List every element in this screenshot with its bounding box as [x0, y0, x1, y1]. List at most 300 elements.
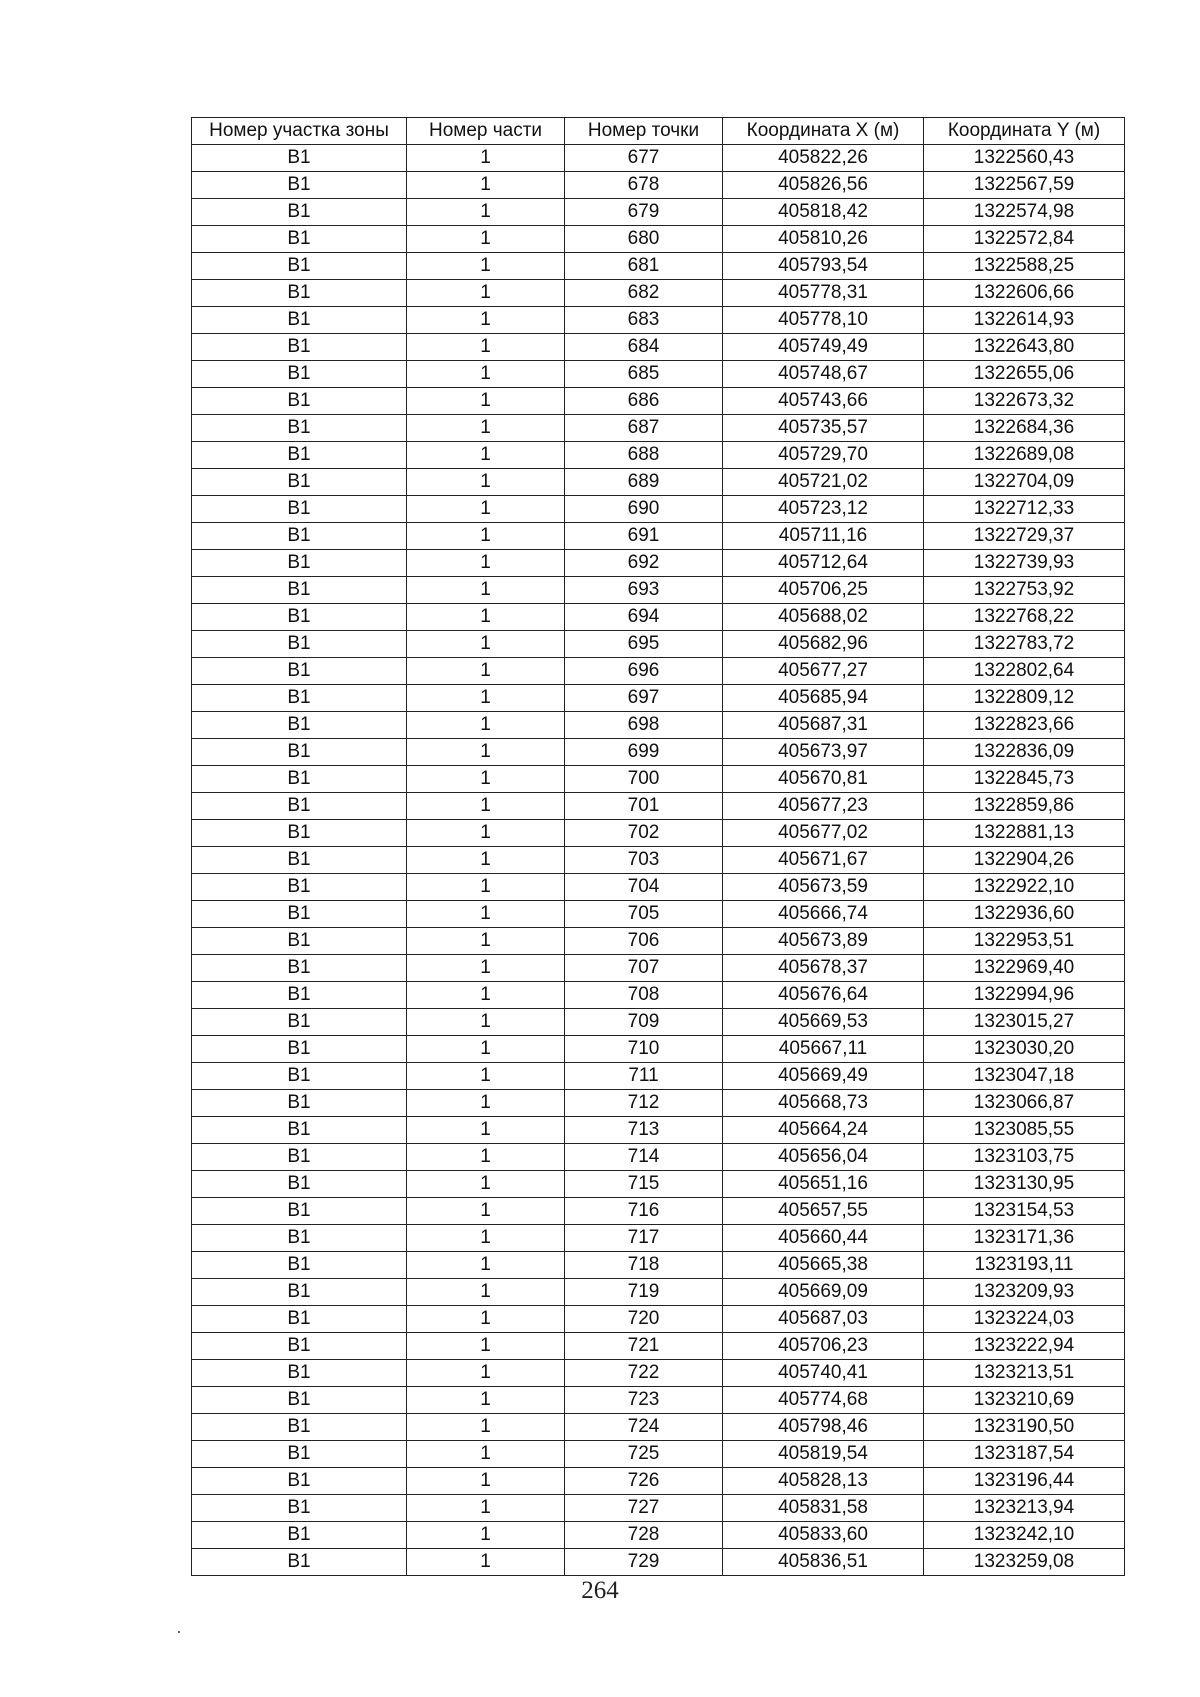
cell-coordinate-x: 405678,37 [723, 955, 924, 982]
cell-coordinate-y: 1322823,66 [924, 712, 1125, 739]
cell-coordinate-y: 1322845,73 [924, 766, 1125, 793]
cell-point-number: 697 [565, 685, 723, 712]
table-row [192, 1198, 1125, 1225]
table-row [192, 739, 1125, 766]
cell-point-number: 722 [565, 1360, 723, 1387]
cell-coordinate-y: 1323224,03 [924, 1306, 1125, 1333]
cell-point-number: 686 [565, 388, 723, 415]
cell-zone-section: В1 [192, 658, 407, 685]
cell-coordinate-y: 1323190,50 [924, 1414, 1125, 1441]
cell-coordinate-y: 1322704,09 [924, 469, 1125, 496]
cell-part-number: 1 [407, 172, 565, 199]
cell-coordinate-x: 405682,96 [723, 631, 924, 658]
table-row [192, 361, 1125, 388]
cell-zone-section: В1 [192, 1387, 407, 1414]
table-row [192, 1522, 1125, 1549]
header-point-number: Номер точки [565, 118, 723, 145]
cell-point-number: 684 [565, 334, 723, 361]
cell-zone-section: В1 [192, 955, 407, 982]
table-row [192, 1360, 1125, 1387]
cell-zone-section: В1 [192, 1360, 407, 1387]
cell-point-number: 721 [565, 1333, 723, 1360]
cell-part-number: 1 [407, 766, 565, 793]
cell-part-number: 1 [407, 253, 565, 280]
cell-coordinate-x: 405687,03 [723, 1306, 924, 1333]
cell-point-number: 724 [565, 1414, 723, 1441]
cell-part-number: 1 [407, 1387, 565, 1414]
cell-zone-section: В1 [192, 523, 407, 550]
cell-point-number: 712 [565, 1090, 723, 1117]
cell-zone-section: В1 [192, 1333, 407, 1360]
cell-coordinate-x: 405677,27 [723, 658, 924, 685]
cell-part-number: 1 [407, 469, 565, 496]
cell-zone-section: В1 [192, 577, 407, 604]
cell-point-number: 708 [565, 982, 723, 1009]
cell-coordinate-y: 1322836,09 [924, 739, 1125, 766]
cell-point-number: 690 [565, 496, 723, 523]
cell-point-number: 720 [565, 1306, 723, 1333]
cell-coordinate-x: 405826,56 [723, 172, 924, 199]
table-row [192, 253, 1125, 280]
cell-point-number: 691 [565, 523, 723, 550]
cell-coordinate-y: 1323085,55 [924, 1117, 1125, 1144]
cell-zone-section: В1 [192, 1522, 407, 1549]
cell-part-number: 1 [407, 685, 565, 712]
cell-zone-section: В1 [192, 226, 407, 253]
cell-point-number: 689 [565, 469, 723, 496]
cell-coordinate-x: 405664,24 [723, 1117, 924, 1144]
cell-coordinate-x: 405651,16 [723, 1171, 924, 1198]
cell-coordinate-x: 405793,54 [723, 253, 924, 280]
cell-coordinate-x: 405676,64 [723, 982, 924, 1009]
cell-part-number: 1 [407, 793, 565, 820]
cell-zone-section: В1 [192, 1252, 407, 1279]
cell-coordinate-x: 405828,13 [723, 1468, 924, 1495]
cell-point-number: 694 [565, 604, 723, 631]
cell-part-number: 1 [407, 523, 565, 550]
cell-coordinate-y: 1323259,08 [924, 1549, 1125, 1576]
cell-coordinate-x: 405743,66 [723, 388, 924, 415]
cell-zone-section: В1 [192, 280, 407, 307]
header-part-number: Номер части [407, 118, 565, 145]
table-row [192, 631, 1125, 658]
cell-part-number: 1 [407, 199, 565, 226]
table-row [192, 901, 1125, 928]
cell-part-number: 1 [407, 739, 565, 766]
cell-part-number: 1 [407, 1171, 565, 1198]
cell-point-number: 679 [565, 199, 723, 226]
cell-part-number: 1 [407, 577, 565, 604]
cell-part-number: 1 [407, 847, 565, 874]
cell-zone-section: В1 [192, 1090, 407, 1117]
table-row [192, 415, 1125, 442]
table-row [192, 1495, 1125, 1522]
cell-part-number: 1 [407, 361, 565, 388]
cell-coordinate-x: 405735,57 [723, 415, 924, 442]
table-row [192, 1441, 1125, 1468]
cell-part-number: 1 [407, 1090, 565, 1117]
coordinates-table [191, 117, 1125, 1576]
cell-coordinate-x: 405723,12 [723, 496, 924, 523]
cell-coordinate-x: 405778,31 [723, 280, 924, 307]
cell-zone-section: В1 [192, 793, 407, 820]
cell-coordinate-x: 405673,59 [723, 874, 924, 901]
cell-zone-section: В1 [192, 1468, 407, 1495]
cell-part-number: 1 [407, 1468, 565, 1495]
cell-coordinate-y: 1322574,98 [924, 199, 1125, 226]
cell-zone-section: В1 [192, 253, 407, 280]
cell-zone-section: В1 [192, 1414, 407, 1441]
cell-coordinate-y: 1322936,60 [924, 901, 1125, 928]
table-row [192, 1414, 1125, 1441]
scan-speck [178, 1631, 180, 1633]
cell-coordinate-y: 1322753,92 [924, 577, 1125, 604]
cell-point-number: 706 [565, 928, 723, 955]
cell-point-number: 683 [565, 307, 723, 334]
cell-coordinate-x: 405677,23 [723, 793, 924, 820]
cell-coordinate-x: 405677,02 [723, 820, 924, 847]
cell-coordinate-y: 1323213,94 [924, 1495, 1125, 1522]
cell-point-number: 678 [565, 172, 723, 199]
cell-point-number: 715 [565, 1171, 723, 1198]
table-row [192, 523, 1125, 550]
cell-zone-section: В1 [192, 307, 407, 334]
cell-point-number: 727 [565, 1495, 723, 1522]
cell-coordinate-y: 1322673,32 [924, 388, 1125, 415]
cell-coordinate-y: 1322614,93 [924, 307, 1125, 334]
table-row [192, 145, 1125, 172]
cell-coordinate-y: 1323187,54 [924, 1441, 1125, 1468]
cell-zone-section: В1 [192, 739, 407, 766]
cell-zone-section: В1 [192, 550, 407, 577]
cell-coordinate-y: 1322588,25 [924, 253, 1125, 280]
cell-zone-section: В1 [192, 442, 407, 469]
cell-part-number: 1 [407, 901, 565, 928]
cell-zone-section: В1 [192, 199, 407, 226]
cell-coordinate-y: 1322922,10 [924, 874, 1125, 901]
table-header-row [192, 118, 1125, 145]
cell-zone-section: В1 [192, 496, 407, 523]
cell-coordinate-y: 1323130,95 [924, 1171, 1125, 1198]
cell-zone-section: В1 [192, 820, 407, 847]
cell-point-number: 718 [565, 1252, 723, 1279]
cell-coordinate-x: 405657,55 [723, 1198, 924, 1225]
cell-coordinate-y: 1322994,96 [924, 982, 1125, 1009]
table-row [192, 496, 1125, 523]
cell-coordinate-x: 405669,53 [723, 1009, 924, 1036]
cell-point-number: 709 [565, 1009, 723, 1036]
cell-coordinate-x: 405778,10 [723, 307, 924, 334]
cell-zone-section: В1 [192, 928, 407, 955]
cell-coordinate-y: 1322606,66 [924, 280, 1125, 307]
cell-zone-section: В1 [192, 1063, 407, 1090]
cell-coordinate-y: 1322712,33 [924, 496, 1125, 523]
cell-coordinate-x: 405721,02 [723, 469, 924, 496]
cell-coordinate-y: 1322904,26 [924, 847, 1125, 874]
table-row [192, 712, 1125, 739]
table-row [192, 874, 1125, 901]
cell-coordinate-y: 1322643,80 [924, 334, 1125, 361]
cell-part-number: 1 [407, 604, 565, 631]
cell-coordinate-y: 1322689,08 [924, 442, 1125, 469]
cell-point-number: 688 [565, 442, 723, 469]
cell-coordinate-y: 1322809,12 [924, 685, 1125, 712]
cell-point-number: 693 [565, 577, 723, 604]
cell-point-number: 713 [565, 1117, 723, 1144]
cell-coordinate-x: 405836,51 [723, 1549, 924, 1576]
cell-point-number: 714 [565, 1144, 723, 1171]
cell-zone-section: В1 [192, 874, 407, 901]
cell-zone-section: В1 [192, 415, 407, 442]
table-row [192, 1225, 1125, 1252]
cell-part-number: 1 [407, 712, 565, 739]
cell-point-number: 711 [565, 1063, 723, 1090]
table-row [192, 604, 1125, 631]
cell-coordinate-x: 405819,54 [723, 1441, 924, 1468]
cell-zone-section: В1 [192, 1171, 407, 1198]
cell-zone-section: В1 [192, 631, 407, 658]
table-row [192, 1090, 1125, 1117]
cell-zone-section: В1 [192, 685, 407, 712]
cell-coordinate-x: 405673,89 [723, 928, 924, 955]
cell-zone-section: В1 [192, 361, 407, 388]
cell-coordinate-x: 405673,97 [723, 739, 924, 766]
cell-part-number: 1 [407, 442, 565, 469]
cell-coordinate-x: 405818,42 [723, 199, 924, 226]
cell-coordinate-x: 405666,74 [723, 901, 924, 928]
cell-part-number: 1 [407, 982, 565, 1009]
cell-part-number: 1 [407, 1333, 565, 1360]
cell-part-number: 1 [407, 1441, 565, 1468]
table-row [192, 1144, 1125, 1171]
table-body [192, 145, 1125, 1576]
cell-part-number: 1 [407, 658, 565, 685]
table-row [192, 469, 1125, 496]
cell-zone-section: В1 [192, 388, 407, 415]
header-coordinate-y: Координата Y (м) [924, 118, 1125, 145]
cell-coordinate-x: 405668,73 [723, 1090, 924, 1117]
cell-coordinate-y: 1322953,51 [924, 928, 1125, 955]
cell-point-number: 700 [565, 766, 723, 793]
cell-zone-section: В1 [192, 901, 407, 928]
cell-part-number: 1 [407, 1117, 565, 1144]
page-number: 264 [581, 1577, 619, 1604]
table-row [192, 766, 1125, 793]
table-row [192, 820, 1125, 847]
cell-part-number: 1 [407, 550, 565, 577]
cell-coordinate-x: 405669,49 [723, 1063, 924, 1090]
cell-zone-section: В1 [192, 1549, 407, 1576]
cell-zone-section: В1 [192, 712, 407, 739]
cell-part-number: 1 [407, 1198, 565, 1225]
cell-zone-section: В1 [192, 1225, 407, 1252]
cell-zone-section: В1 [192, 145, 407, 172]
table-row [192, 1387, 1125, 1414]
cell-point-number: 719 [565, 1279, 723, 1306]
cell-coordinate-x: 405706,23 [723, 1333, 924, 1360]
cell-coordinate-x: 405669,09 [723, 1279, 924, 1306]
header-zone-section: Номер участка зоны [192, 118, 407, 145]
cell-coordinate-y: 1323242,10 [924, 1522, 1125, 1549]
table-row [192, 1306, 1125, 1333]
table-row [192, 685, 1125, 712]
cell-coordinate-y: 1323222,94 [924, 1333, 1125, 1360]
cell-coordinate-x: 405729,70 [723, 442, 924, 469]
cell-coordinate-y: 1322768,22 [924, 604, 1125, 631]
cell-zone-section: В1 [192, 1144, 407, 1171]
cell-point-number: 726 [565, 1468, 723, 1495]
cell-point-number: 699 [565, 739, 723, 766]
table-row [192, 199, 1125, 226]
cell-part-number: 1 [407, 1279, 565, 1306]
cell-part-number: 1 [407, 496, 565, 523]
cell-point-number: 703 [565, 847, 723, 874]
cell-zone-section: В1 [192, 172, 407, 199]
cell-part-number: 1 [407, 1144, 565, 1171]
cell-coordinate-y: 1323209,93 [924, 1279, 1125, 1306]
table-row [192, 388, 1125, 415]
table-row [192, 1252, 1125, 1279]
cell-point-number: 729 [565, 1549, 723, 1576]
cell-coordinate-x: 405748,67 [723, 361, 924, 388]
table-row [192, 1009, 1125, 1036]
cell-coordinate-y: 1322729,37 [924, 523, 1125, 550]
cell-part-number: 1 [407, 415, 565, 442]
table-row [192, 1171, 1125, 1198]
cell-coordinate-y: 1322881,13 [924, 820, 1125, 847]
cell-coordinate-x: 405774,68 [723, 1387, 924, 1414]
cell-point-number: 704 [565, 874, 723, 901]
cell-coordinate-x: 405660,44 [723, 1225, 924, 1252]
cell-part-number: 1 [407, 1225, 565, 1252]
cell-part-number: 1 [407, 1360, 565, 1387]
table-row [192, 307, 1125, 334]
cell-coordinate-y: 1322684,36 [924, 415, 1125, 442]
cell-coordinate-x: 405712,64 [723, 550, 924, 577]
cell-coordinate-y: 1322572,84 [924, 226, 1125, 253]
table-row [192, 1333, 1125, 1360]
cell-coordinate-y: 1322859,86 [924, 793, 1125, 820]
cell-coordinate-y: 1323171,36 [924, 1225, 1125, 1252]
cell-part-number: 1 [407, 820, 565, 847]
cell-point-number: 723 [565, 1387, 723, 1414]
table-row [192, 1549, 1125, 1576]
cell-coordinate-x: 405831,58 [723, 1495, 924, 1522]
cell-coordinate-x: 405670,81 [723, 766, 924, 793]
table-row [192, 280, 1125, 307]
cell-zone-section: В1 [192, 1306, 407, 1333]
cell-zone-section: В1 [192, 1198, 407, 1225]
cell-part-number: 1 [407, 631, 565, 658]
cell-part-number: 1 [407, 1009, 565, 1036]
cell-coordinate-y: 1322739,93 [924, 550, 1125, 577]
cell-point-number: 705 [565, 901, 723, 928]
cell-coordinate-x: 405688,02 [723, 604, 924, 631]
cell-coordinate-x: 405685,94 [723, 685, 924, 712]
cell-coordinate-x: 405822,26 [723, 145, 924, 172]
cell-coordinate-x: 405687,31 [723, 712, 924, 739]
cell-coordinate-y: 1322802,64 [924, 658, 1125, 685]
cell-coordinate-y: 1323213,51 [924, 1360, 1125, 1387]
cell-zone-section: В1 [192, 1036, 407, 1063]
cell-part-number: 1 [407, 334, 565, 361]
cell-coordinate-y: 1322655,06 [924, 361, 1125, 388]
cell-part-number: 1 [407, 1306, 565, 1333]
cell-coordinate-y: 1322969,40 [924, 955, 1125, 982]
cell-coordinate-y: 1323015,27 [924, 1009, 1125, 1036]
cell-coordinate-y: 1322560,43 [924, 145, 1125, 172]
table-row [192, 1063, 1125, 1090]
table-row [192, 793, 1125, 820]
cell-coordinate-x: 405711,16 [723, 523, 924, 550]
cell-zone-section: В1 [192, 1117, 407, 1144]
cell-point-number: 728 [565, 1522, 723, 1549]
cell-part-number: 1 [407, 874, 565, 901]
cell-part-number: 1 [407, 1414, 565, 1441]
cell-point-number: 687 [565, 415, 723, 442]
cell-point-number: 692 [565, 550, 723, 577]
cell-point-number: 701 [565, 793, 723, 820]
cell-zone-section: В1 [192, 766, 407, 793]
cell-part-number: 1 [407, 1036, 565, 1063]
table-row [192, 1468, 1125, 1495]
cell-coordinate-y: 1323066,87 [924, 1090, 1125, 1117]
cell-zone-section: В1 [192, 334, 407, 361]
cell-zone-section: В1 [192, 1495, 407, 1522]
table-row [192, 955, 1125, 982]
table-row [192, 442, 1125, 469]
cell-coordinate-x: 405798,46 [723, 1414, 924, 1441]
cell-coordinate-y: 1323047,18 [924, 1063, 1125, 1090]
cell-part-number: 1 [407, 226, 565, 253]
cell-coordinate-y: 1323103,75 [924, 1144, 1125, 1171]
header-coordinate-x: Координата X (м) [723, 118, 924, 145]
cell-zone-section: В1 [192, 1279, 407, 1306]
cell-coordinate-y: 1323193,11 [924, 1252, 1125, 1279]
cell-part-number: 1 [407, 280, 565, 307]
cell-coordinate-x: 405671,67 [723, 847, 924, 874]
cell-point-number: 681 [565, 253, 723, 280]
cell-point-number: 698 [565, 712, 723, 739]
cell-part-number: 1 [407, 1522, 565, 1549]
cell-point-number: 702 [565, 820, 723, 847]
cell-part-number: 1 [407, 1252, 565, 1279]
cell-coordinate-x: 405706,25 [723, 577, 924, 604]
cell-coordinate-x: 405749,49 [723, 334, 924, 361]
cell-point-number: 707 [565, 955, 723, 982]
cell-zone-section: В1 [192, 1441, 407, 1468]
cell-point-number: 725 [565, 1441, 723, 1468]
cell-point-number: 710 [565, 1036, 723, 1063]
cell-part-number: 1 [407, 928, 565, 955]
cell-coordinate-x: 405740,41 [723, 1360, 924, 1387]
cell-point-number: 680 [565, 226, 723, 253]
table-row [192, 1279, 1125, 1306]
cell-part-number: 1 [407, 955, 565, 982]
cell-point-number: 682 [565, 280, 723, 307]
table-row [192, 658, 1125, 685]
table-row [192, 577, 1125, 604]
cell-part-number: 1 [407, 1495, 565, 1522]
cell-coordinate-x: 405665,38 [723, 1252, 924, 1279]
cell-part-number: 1 [407, 388, 565, 415]
table-row [192, 550, 1125, 577]
cell-part-number: 1 [407, 307, 565, 334]
table-row [192, 982, 1125, 1009]
cell-point-number: 717 [565, 1225, 723, 1252]
cell-zone-section: В1 [192, 1009, 407, 1036]
cell-point-number: 696 [565, 658, 723, 685]
